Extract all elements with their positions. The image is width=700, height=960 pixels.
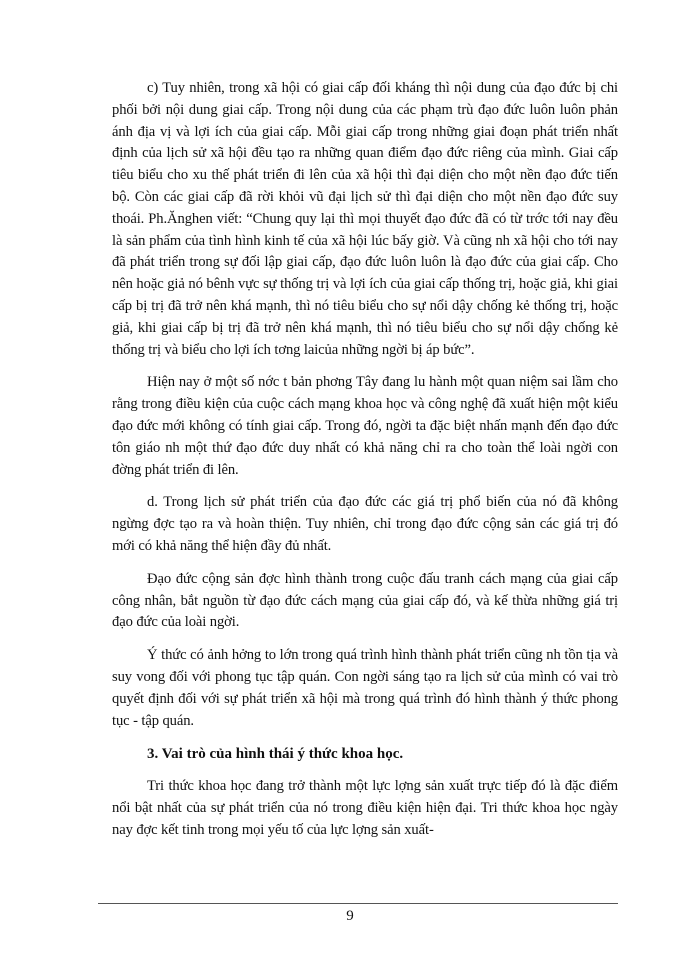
paragraph-universal-values: d. Trong lịch sử phát triển của đạo đức các giá trị phổ biến của nó đã không ngừng đợc tạo ra và hoàn thiện. Tuy nhiên, chỉ trong đạo đức cộng sản các giá trị đó mới có khả năng thể hiện đầy đủ nhất.: [112, 494, 618, 554]
footer-divider: [98, 903, 618, 904]
paragraph-misconception: Hiện nay ở một số nớc t bản phơng Tây đang lu hành một quan niệm sai lầm cho rằng trong điều kiện của cuộc cách mạng khoa học và công nghệ đã xuất hiện một kiểu đạo đức mới không có tính giai cấp. Trong đó, ngời ta đặc biệt nhấn mạnh đến đạo đức tôn giáo nh một thứ đạo đức duy nhất có khả năng chỉ ra cho toàn thể loài ngời con đờng phát triển đi lên.: [112, 374, 618, 478]
paragraph-customs: Ý thức có ảnh hởng to lớn trong quá trình hình thành phát triển cũng nh tồn tịa và suy vong đối với phong tục tập quán. Con ngời sáng tạo ra lịch sử của mình có vai trò quyết định đối với sự phát triển xã hội mà trong quá trình đó hình thành ý thức phong tục - tập quán.: [112, 647, 618, 729]
paragraph-communist-morality: Đạo đức cộng sản đợc hình thành trong cuộc đấu tranh cách mạng của giai cấp công nhân, bắt nguồn từ đạo đức cách mạng của giai cấp đó, và kế thừa những giá trị đạo đức của loài ngời.: [112, 570, 618, 631]
section-heading: 3. Vai trò của hình thái ý thức khoa học.: [147, 746, 404, 763]
paragraph-scientific-knowledge: Tri thức khoa học đang trở thành một lực lợng sản xuất trực tiếp đó là đặc điểm nổi bật nhất của sự phát triển của nó trong điều kiện hiện đại. Tri thức khoa học ngày nay đợc kết tinh trong mọi yếu tố của lực lợng sản xuất-: [112, 778, 618, 838]
paragraph-class-morality: c) Tuy nhiên, trong xã hội có giai cấp đối kháng thì nội dung của đạo đức bị chi phối bởi nội dung giai cấp. Trong nội dung của các phạm trù đạo đức luôn luôn phản ánh địa vị và lợi ích của giai cấp. Mỗi giai cấp trong những giai đoạn phát triển nhất định của lịch sử xã hội đều tạo ra những quan điểm đạo đức riêng của mình. Giai cấp tiêu biểu cho xu thế phát triển đi lên của xã hội thì đại diện cho một nền đạo đức tiến bộ. Còn các giai cấp đã rời khỏi vũ đại lịch sử thì đại diện cho một nền đạo đức suy thoái. Ph.Ănghen viết: “Chung quy lại thì mọi thuyết đạo đức đã có từ trớc tới nay đều là sản phẩm của tình hình kinh tế của xã hội lúc bấy giờ. Và cũng nh xã hội cho tới nay đã phát triển trong sự đối lập giai cấp, đạo đức luôn luôn là đạo đức của giai cấp. Cho nên hoặc giả nó bênh vực sự thống trị và lợi ích của giai cấp thống trị, hoặc giả, khi giai cấp bị trị đã trở nên khá mạnh, thì nó tiêu biểu cho sự nổi dậy chống kẻ thống trị, hoặc giả, khi giai cấp bị trị đã trở nên khá mạnh, thì nó tiêu biểu cho sự nổi dậy chống kẻ thống trị và biểu cho lợi ích tơng laicủa những ngời bị áp bức”.: [112, 80, 618, 358]
page-body: [112, 78, 618, 853]
page-number: 9: [346, 908, 354, 924]
